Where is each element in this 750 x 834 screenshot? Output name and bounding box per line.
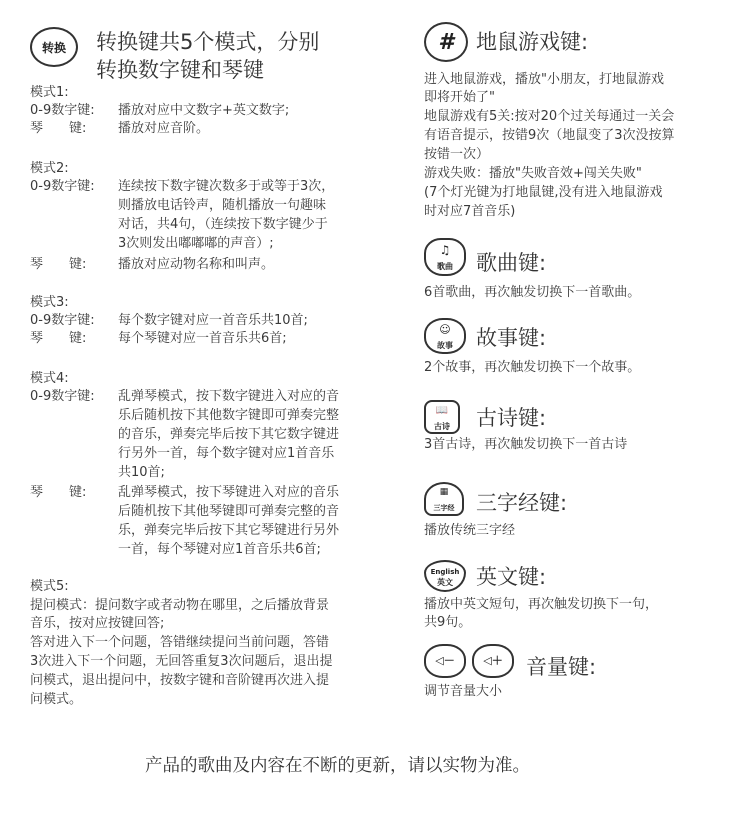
mode5-line-1: 提问模式：提问数字或者动物在哪里，之后播放背景 <box>30 598 330 613</box>
mode1-piano-label: 琴 键: <box>30 121 87 136</box>
mode3-digit-label: 0-9数字键: <box>30 313 95 328</box>
whack-line-2: 即将开始了" <box>424 90 495 105</box>
english-icon: English 英文 <box>424 560 466 592</box>
poem-title: 古诗键: <box>476 406 547 430</box>
mode5-line-5: 问模式，退出提问中，按数字键和音阶键再次进入提 <box>30 673 330 688</box>
whack-line-4: 有语音提示，按错9次（地鼠变了3次没按算 <box>424 128 675 143</box>
volume-text: 调节音量大小 <box>424 684 503 699</box>
mode3-digit-text: 每个数字键对应一首音乐共10首; <box>118 313 308 328</box>
mode4-digit-line-5: 共10首; <box>118 465 165 480</box>
mode3-piano-row <box>30 330 287 348</box>
mode1-digit-row <box>30 102 289 120</box>
whack-line-6: 游戏失败：播放"失败音效+闯关失败" <box>424 166 642 181</box>
mode2-digit-line-3: 对话，共4句，（连续按下数字键少于 <box>118 217 328 232</box>
mode4-piano-line-2: 后随机按下其他琴键即可弹奏完整的音 <box>118 504 340 519</box>
sanzijing-icon: ▦ 三字经 <box>424 482 464 516</box>
convert-title-line1: 转换键共5个模式，分别 <box>96 30 320 54</box>
english-line-1: 播放中英文短句，再次触发切换下一句， <box>424 597 659 612</box>
convert-title-line2: 转换数字键和琴键 <box>96 58 264 82</box>
story-text: 2个故事，再次触发切换下一个故事。 <box>424 360 641 375</box>
story-title: 故事键: <box>476 326 547 350</box>
poem-icon: 📖 古诗 <box>424 400 460 434</box>
mode5-line-3: 答对进入下一个问题，答错继续提问当前问题，答错 <box>30 635 330 650</box>
song-title: 歌曲键: <box>476 251 547 275</box>
whack-line-7: (7个灯光键为打地鼠键,没有进入地鼠游戏 <box>424 185 663 200</box>
song-icon: ♫ 歌曲 <box>424 238 466 276</box>
mode4-piano-line-4: 一首，每个琴键对应1首音乐共6首; <box>118 542 321 557</box>
whack-title: 地鼠游戏键: <box>476 30 589 54</box>
mode1-label: 模式1: <box>30 85 69 100</box>
volume-up-icon: ◁＋ <box>472 644 514 678</box>
whack-line-1: 进入地鼠游戏，播放"小朋友，打地鼠游戏 <box>424 72 664 87</box>
mode5-label: 模式5: <box>30 579 69 594</box>
footer-note: 产品的歌曲及内容在不断的更新，请以实物为准。 <box>145 756 530 776</box>
mode2-digit-line-1: 连续按下数字键次数多于或等于3次， <box>118 179 335 194</box>
mode1-piano-row <box>30 120 209 138</box>
hash-icon: # <box>424 22 468 62</box>
mode1-digit-label: 0-9数字键: <box>30 103 95 118</box>
mode4-piano-label: 琴 键: <box>30 485 87 500</box>
convert-badge: 转换 <box>30 27 78 67</box>
volume-down-icon: ◁－ <box>424 644 466 678</box>
mode4-piano-line-3: 乐，弹奏完毕后按下其它琴键进行另外 <box>118 523 340 538</box>
mode2-digit-line-4: 3次则发出嘟嘟嘟的声音）; <box>118 236 274 251</box>
mode3-digit-row <box>30 312 308 330</box>
mode4-digit-line-3: 的音乐，弹奏完毕后按下其它数字键进 <box>118 427 340 442</box>
mode2-digit-label: 0-9数字键: <box>30 179 95 194</box>
whack-line-3: 地鼠游戏有5关:按对20个过关每通过一关会 <box>424 109 675 124</box>
mode4-label: 模式4: <box>30 371 69 386</box>
mode1-digit-text: 播放对应中文数字+英文数字; <box>118 103 290 118</box>
mode5-line-2: 音乐，按对应按键回答; <box>30 616 165 631</box>
english-title: 英文键: <box>476 565 547 589</box>
song-text: 6首歌曲，再次触发切换下一首歌曲。 <box>424 285 641 300</box>
mode4-digit-line-1: 乱弹琴模式，按下数字键进入对应的音 <box>118 389 340 404</box>
mode2-piano-text: 播放对应动物名称和叫声。 <box>118 257 275 272</box>
mode2-piano-label: 琴 键: <box>30 257 87 272</box>
mode5-line-4: 3次进入下一个问题，无回答重复3次问题后，退出提 <box>30 654 333 669</box>
sanzijing-title: 三字经键: <box>476 491 568 515</box>
mode3-piano-text: 每个琴键对应一首音乐共6首; <box>118 331 287 346</box>
mode2-digit-line-2: 则播放电话铃声，随机播放一句趣味 <box>118 198 327 213</box>
mode4-digit-line-2: 乐后随机按下其他数字键即可弹奏完整 <box>118 408 340 423</box>
mode4-digit-label: 0-9数字键: <box>30 389 95 404</box>
mode5-line-6: 问模式。 <box>30 692 83 707</box>
sanzijing-text: 播放传统三字经 <box>424 523 516 538</box>
mode2-label: 模式2: <box>30 161 69 176</box>
whack-line-5: 按错一次） <box>424 147 490 162</box>
volume-title: 音量键: <box>526 655 597 679</box>
poem-text: 3首古诗，再次触发切换下一首古诗 <box>424 437 628 452</box>
mode4-digit-line-4: 行另外一首，每个数字键对应1首音乐 <box>118 446 335 461</box>
mode4-piano-line-1: 乱弹琴模式，按下琴键进入对应的音乐 <box>118 485 340 500</box>
story-icon: ☺ 故事 <box>424 318 466 354</box>
english-line-2: 共9句。 <box>424 615 472 630</box>
mode3-label: 模式3: <box>30 295 69 310</box>
mode2-piano-row <box>30 256 274 274</box>
whack-line-8: 时对应7首音乐) <box>424 204 516 219</box>
mode1-piano-text: 播放对应音阶。 <box>118 121 210 136</box>
mode3-piano-label: 琴 键: <box>30 331 87 346</box>
